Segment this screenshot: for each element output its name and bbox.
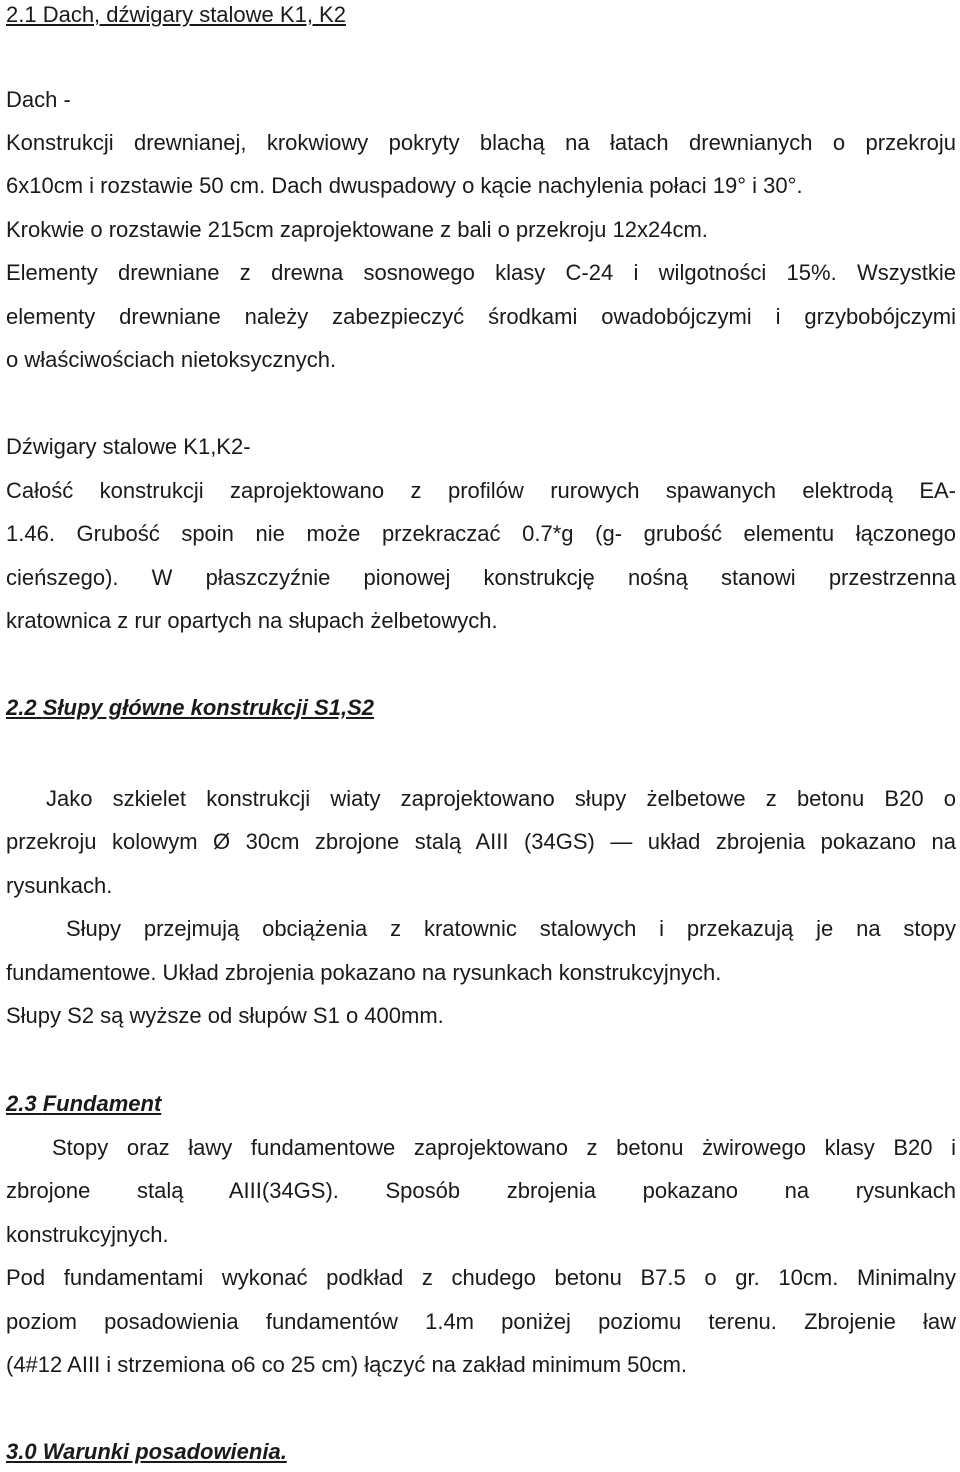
fundament-line-6: (4#12 AIII i strzemiona o6 co 25 cm) łączyć na zakład minimum 50cm. <box>6 1352 688 1377</box>
fundament-line-1: Stopy oraz ławy fundamentowe zaprojektowano z betonu żwirowego klasy B20 i <box>52 1135 956 1160</box>
slupy-line-4: Słupy przejmują obciążenia z kratownic stalowych i przekazują je na stopy <box>66 916 956 941</box>
section-2-3-heading <box>6 1089 956 1119</box>
fundament-line-3: konstrukcyjnych. <box>6 1222 169 1247</box>
slupy-line-1: Jako szkielet konstrukcji wiaty zaprojektowano słupy żelbetowe z betonu B20 o <box>46 786 956 811</box>
section-2-3-number: 2.3 <box>6 1091 37 1116</box>
section-3-0-number: 3.0 <box>6 1439 37 1464</box>
dach-line-3: Krokwie o rozstawie 215cm zaprojektowane z bali o przekroju 12x24cm. <box>6 217 708 242</box>
slupy-line-2: przekroju kolowym Ø 30cm zbrojone stalą AIII (34GS) — układ zbrojenia pokazano na <box>6 829 956 854</box>
section-2-2-number: 2.2 <box>6 695 37 720</box>
section-3-0-title: Warunki posadowienia. <box>42 1439 287 1464</box>
dach-label: Dach - <box>6 87 71 112</box>
section-2-3-title: Fundament <box>42 1091 162 1116</box>
fundament-line-5: poziom posadowienia fundamentów 1.4m poniżej poziomu terenu. Zbrojenie ław <box>6 1309 956 1334</box>
dach-line-1: Konstrukcji drewnianej, krokwiowy pokryty blachą na łatach drewnianych o przekroju <box>6 130 956 155</box>
dzwigary-line-4: kratownica z rur opartych na słupach żelbetowych. <box>6 608 498 633</box>
dach-line-2: 6x10cm i rozstawie 50 cm. Dach dwuspadowy o kącie nachylenia połaci 19° i 30°. <box>6 173 803 198</box>
dzwigary-label: Dźwigary stalowe K1,K2- <box>6 434 251 459</box>
dzwigary-line-3: cieńszego). W płaszczyźnie pionowej konstrukcję nośną stanowi przestrzenna <box>6 565 956 590</box>
dzwigary-line-2: 1.46. Grubość spoin nie może przekraczać 0.7*g (g- grubość elementu łączonego <box>6 521 956 546</box>
dach-line-4: Elementy drewniane z drewna sosnowego klasy C-24 i wilgotności 15%. Wszystkie <box>6 260 956 285</box>
section-2-2-heading <box>6 693 956 723</box>
section-2-1-heading: 2.1 Dach, dźwigary stalowe K1, K2 <box>6 2 346 27</box>
slupy-line-3: rysunkach. <box>6 873 113 898</box>
slupy-line-6: Słupy S2 są wyższe od słupów S1 o 400mm. <box>6 1003 444 1028</box>
dach-line-6: o właściwościach nietoksycznych. <box>6 347 337 372</box>
fundament-line-4: Pod fundamentami wykonać podkład z chudego betonu B7.5 o gr. 10cm. Minimalny <box>6 1265 956 1290</box>
section-3-0-heading <box>6 1437 956 1467</box>
section-2-2-title: Słupy główne konstrukcji S1,S2 <box>42 695 375 720</box>
fundament-line-2: zbrojone stalą AIII(34GS). Sposób zbrojenia pokazano na rysunkach <box>6 1178 956 1203</box>
dzwigary-line-1: Całość konstrukcji zaprojektowano z profilów rurowych spawanych elektrodą EA- <box>6 478 956 503</box>
dach-line-5: elementy drewniane należy zabezpieczyć środkami owadobójczymi i grzybobójczymi <box>6 304 956 329</box>
slupy-line-5: fundamentowe. Układ zbrojenia pokazano na rysunkach konstrukcyjnych. <box>6 960 722 985</box>
